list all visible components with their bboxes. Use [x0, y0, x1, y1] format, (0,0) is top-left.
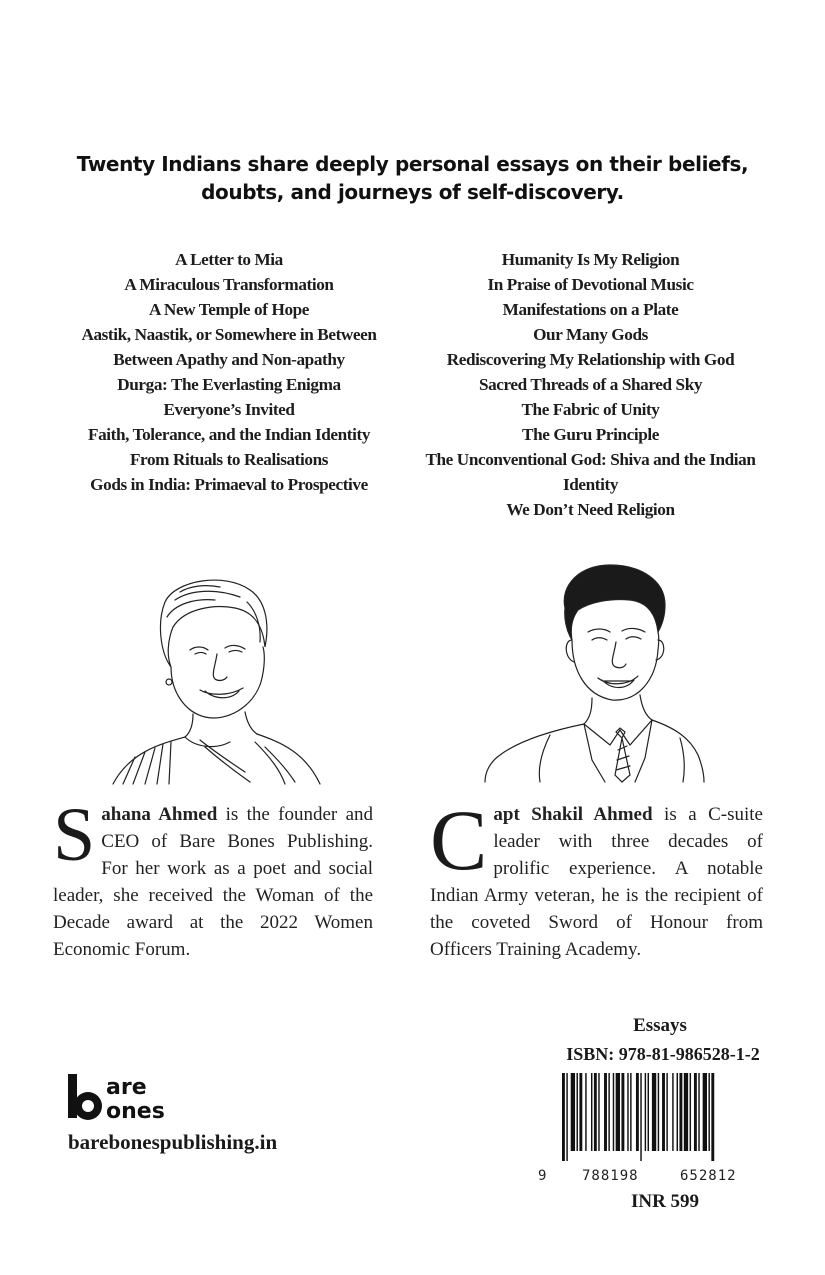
bio-text: is a C-suite leader with three decades of prolific experience. A notable Indian Army veteran, he is the recipient of the coveted Sword of Honour from Officers Training Academy. — [430, 804, 763, 960]
author-name: apt Shakil Ahmed — [493, 804, 653, 825]
contents-item: Manifestations on a Plate — [502, 300, 679, 319]
barcode-bar — [571, 1073, 575, 1151]
barcode-bar — [616, 1073, 620, 1151]
bare-bones-logo — [68, 1074, 188, 1126]
bio-shakil-ahmed — [430, 792, 763, 963]
contents-item: Humanity Is My Religion — [501, 250, 680, 269]
contents-item: A New Temple of Hope — [148, 300, 310, 319]
contents-item: Rediscovering My Relationship with God — [446, 350, 735, 369]
barcode-bar — [645, 1073, 646, 1151]
barcode-bar — [577, 1073, 578, 1151]
contents-item: Sacred Threads of a Shared Sky — [478, 375, 703, 394]
barcode-bar — [566, 1073, 567, 1161]
contents-item: Everyone’s Invited — [163, 400, 295, 419]
drop-cap: S — [53, 793, 96, 877]
contents-item: From Rituals to Realisations — [129, 450, 329, 469]
contents-item: The Unconventional God: Shiva and the Indian Identity — [425, 450, 756, 494]
tagline: Twenty Indians share deeply personal essays on their beliefs, doubts, and journeys of self-discovery. — [76, 152, 749, 204]
barcode-bar — [708, 1073, 709, 1151]
genre-label: Essays — [633, 1015, 687, 1036]
contents-item: Aastik, Naastik, or Somewhere in Between — [81, 325, 377, 344]
barcode-bar — [662, 1073, 665, 1151]
isbn-barcode — [560, 1073, 770, 1163]
barcode-bar — [598, 1073, 599, 1151]
barcode-bar — [711, 1073, 714, 1161]
barcode-bar — [621, 1073, 624, 1151]
barcode-bar — [562, 1073, 565, 1161]
barcode-bar — [694, 1073, 697, 1151]
barcode-bar — [672, 1073, 673, 1151]
contents-item: We Don’t Need Religion — [506, 500, 675, 519]
barcode-bar — [636, 1073, 639, 1151]
portrait-shakil-ahmed — [480, 560, 710, 785]
barcode-bar — [594, 1073, 597, 1151]
barcode-bar — [652, 1073, 656, 1151]
contents-item: A Letter to Mia — [175, 250, 283, 269]
barcode-bar — [677, 1073, 678, 1151]
barcode-bar — [658, 1073, 659, 1151]
contents-left-column — [48, 247, 410, 497]
barcode-digits-right: 652812 — [680, 1168, 737, 1184]
barcode-bar — [684, 1073, 688, 1151]
barcode-bar — [604, 1073, 607, 1151]
barcode-bar — [608, 1073, 609, 1151]
author-name: ahana Ahmed — [101, 804, 218, 825]
barcode-bar — [630, 1073, 631, 1151]
drop-cap: C — [430, 792, 488, 888]
logo-line2: ones — [106, 1099, 165, 1122]
barcode-bar — [591, 1073, 592, 1151]
barcode-bar — [690, 1073, 691, 1151]
publisher-website: barebonespublishing.in — [68, 1130, 278, 1154]
barcode-bar — [640, 1073, 641, 1161]
contents-item: A Miraculous Transformation — [124, 275, 334, 294]
contents-item: Our Many Gods — [533, 325, 648, 344]
price-label: INR 599 — [630, 1191, 700, 1212]
logo-line1: are — [106, 1075, 147, 1100]
portrait-sahana-ahmed — [105, 572, 325, 787]
contents-item: Faith, Tolerance, and the Indian Identity — [87, 425, 371, 444]
contents-item: In Praise of Devotional Music — [487, 275, 694, 294]
bare-bones-logo-mark — [68, 1074, 188, 1122]
bio-sahana-ahmed — [53, 793, 374, 963]
isbn-label: ISBN: 978-81-986528-1-2 — [566, 1044, 760, 1064]
barcode-bar — [703, 1073, 707, 1151]
barcode-bar — [585, 1073, 586, 1151]
barcode-bar — [666, 1073, 667, 1151]
contents-item: The Guru Principle — [522, 425, 659, 444]
barcode-bar — [698, 1073, 699, 1151]
barcode-bar — [627, 1073, 628, 1151]
barcode-bar — [613, 1073, 614, 1151]
contents-item: Between Apathy and Non-apathy — [113, 350, 345, 369]
barcode-digits-left: 788198 — [582, 1168, 639, 1184]
barcode-digit-lead: 9 — [538, 1168, 547, 1184]
barcode-bar — [579, 1073, 582, 1151]
bio-text: is the founder and CEO of Bare Bones Publishing. For her work as a poet and social leader, she received the Woman of the Decade award at the 2022 Women Economic Forum. — [53, 804, 374, 960]
contents-item: The Fabric of Unity — [521, 400, 660, 419]
barcode-bar — [679, 1073, 682, 1151]
contents-right-column — [418, 247, 763, 522]
contents-item: Durga: The Everlasting Enigma — [117, 375, 341, 394]
contents-item: Gods in India: Primaeval to Prospective — [90, 475, 368, 494]
barcode-bar — [648, 1073, 649, 1151]
